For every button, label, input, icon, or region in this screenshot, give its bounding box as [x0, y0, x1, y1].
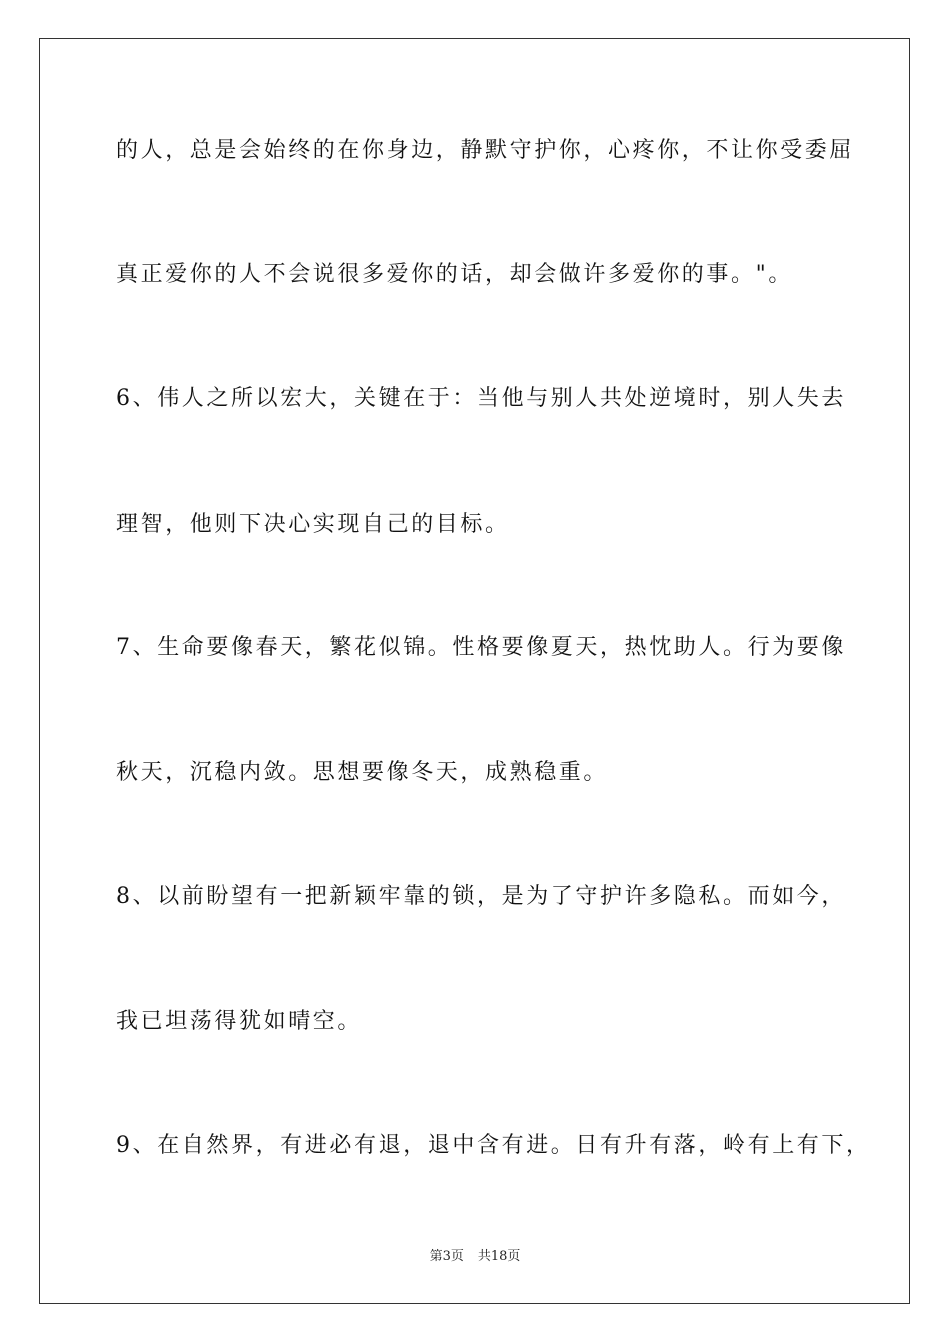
text-line: 6、伟人之所以宏大，关键在于：当他与别人共处逆境时，别人失去	[116, 386, 846, 411]
page-number: 第3页	[429, 1249, 464, 1264]
text-line: 9、在自然界，有进必有退，退中含有进。日有升有落，岭有上有下，	[116, 1133, 871, 1158]
text-line: 的人，总是会始终的在你身边，静默守护你，心疼你，不让你受委屈	[116, 138, 855, 163]
page-total: 共18页	[477, 1249, 521, 1264]
text-line: 真正爱你的人不会说很多爱你的话，却会做许多爱你的事。"。	[116, 262, 793, 287]
text-line: 秋天，沉稳内敛。思想要像冬天，成熟稳重。	[116, 760, 609, 785]
text-line: 8、以前盼望有一把新颖牢靠的锁，是为了守护许多隐私。而如今，	[116, 884, 846, 909]
text-line: 理智，他则下决心实现自己的目标。	[116, 512, 510, 537]
page-footer	[0, 1248, 950, 1266]
text-line: 我已坦荡得犹如晴空。	[116, 1009, 363, 1034]
text-line: 7、生命要像春天，繁花似锦。性格要像夏天，热忱助人。行为要像	[116, 635, 846, 660]
page-border	[39, 38, 910, 1304]
